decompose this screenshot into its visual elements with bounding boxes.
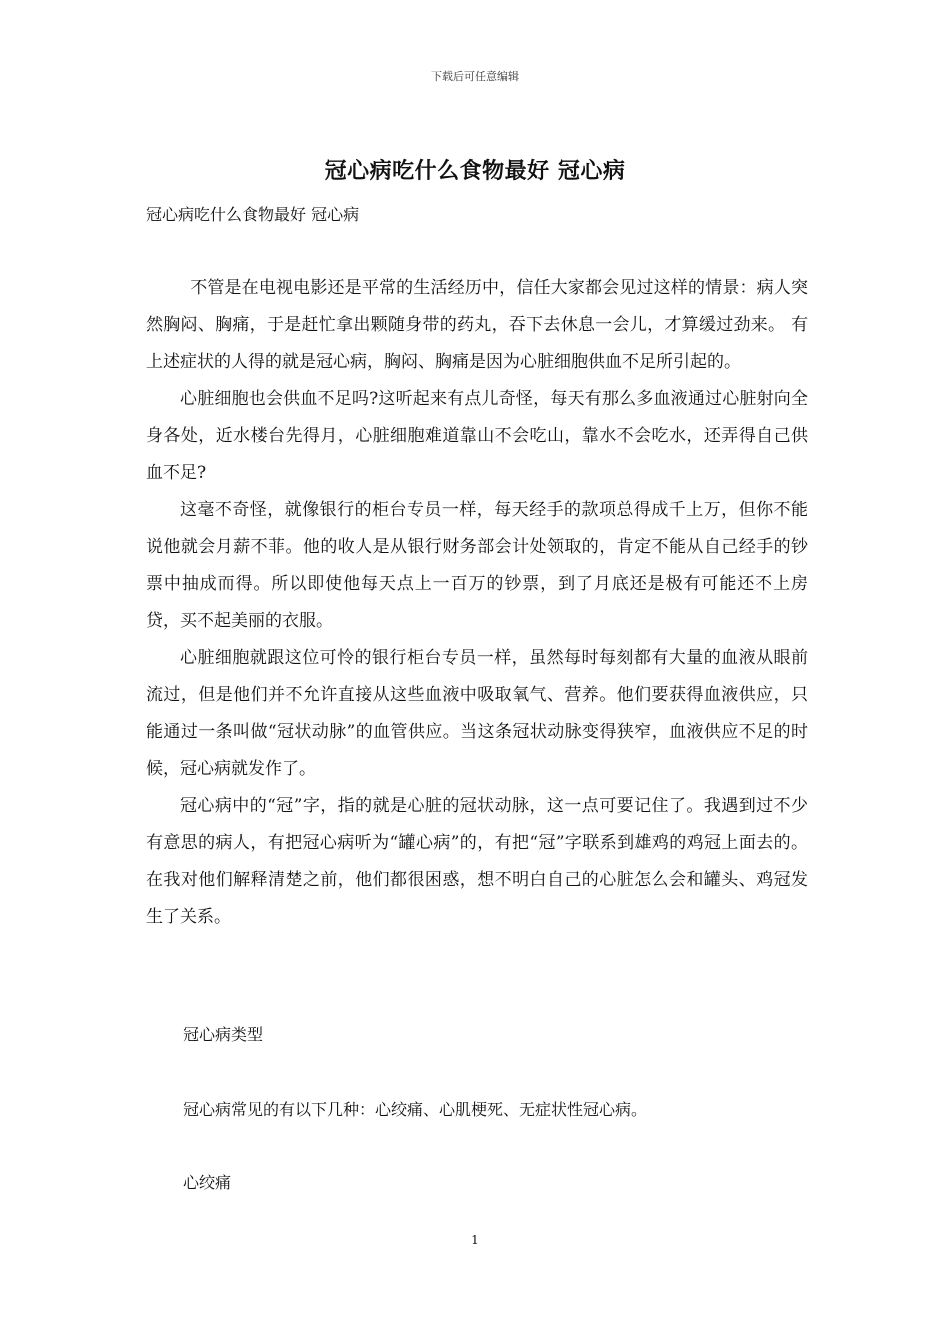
section-text: 冠心病常见的有以下几种：心绞痛、心肌梗死、无症状性冠心病。 [183, 1100, 648, 1119]
subsection-heading: 心绞痛 [183, 1173, 232, 1192]
header-note: 下载后可任意编辑 [431, 70, 519, 83]
paragraph: 心脏细胞也会供血不足吗?这听起来有点儿奇怪，每天有那么多血液通过心脏射向全身各处，近水楼台先得月，心脏细胞难道靠山不会吃山，靠水不会吃水，还弄得自己供血不足? [146, 389, 808, 483]
paragraph: 这毫不奇怪，就像银行的柜台专员一样，每天经手的款项总得成千上万，但你不能说他就会月薪不菲。他的收人是从银行财务部会计处领取的，肯定不能从自己经手的钞票中抽成而得。所以即使他每天点上一百万的钞票，到了月底还是极有可能还不上房贷，买不起美丽的衣服。 [146, 500, 808, 631]
document-title: 冠心病吃什么食物最好 冠心病 [324, 158, 626, 184]
paragraph: 心脏细胞就跟这位可怜的银行柜台专员一样，虽然每时每刻都有大量的血液从眼前流过，但是他们并不允许直接从这些血液中吸取氧气、营养。他们要获得血液供应，只能通过一条叫做“冠状动脉”的血管供应。当这条冠状动脉变得狭窄，血液供应不足的时候，冠心病就发作了。 [146, 648, 808, 779]
page-number: 1 [471, 1233, 479, 1247]
paragraph: 不管是在电视电影还是平常的生活经历中，信任大家都会见过这样的情景：病人突然胸闷、胸痛，于是赶忙拿出颗随身带的药丸，吞下去休息一会儿，才算缓过劲来。 有上述症状的人得的就是冠心病，胸闷、胸痛是因为心脏细胞供血不足所引起的。 [146, 278, 808, 372]
body-text [146, 270, 808, 936]
paragraph: 冠心病中的“冠”字，指的就是心脏的冠状动脉，这一点可要记住了。我遇到过不少有意思的病人，有把冠心病听为“罐心病”的，有把“冠”字联系到雄鸡的鸡冠上面去的。在我对他们解释清楚之前，他们都很困惑，想不明白自己的心脏怎么会和罐头、鸡冠发生了关系。 [146, 796, 808, 927]
document-subtitle: 冠心病吃什么食物最好 冠心病 [146, 205, 360, 224]
section-heading: 冠心病类型 [183, 1025, 264, 1044]
